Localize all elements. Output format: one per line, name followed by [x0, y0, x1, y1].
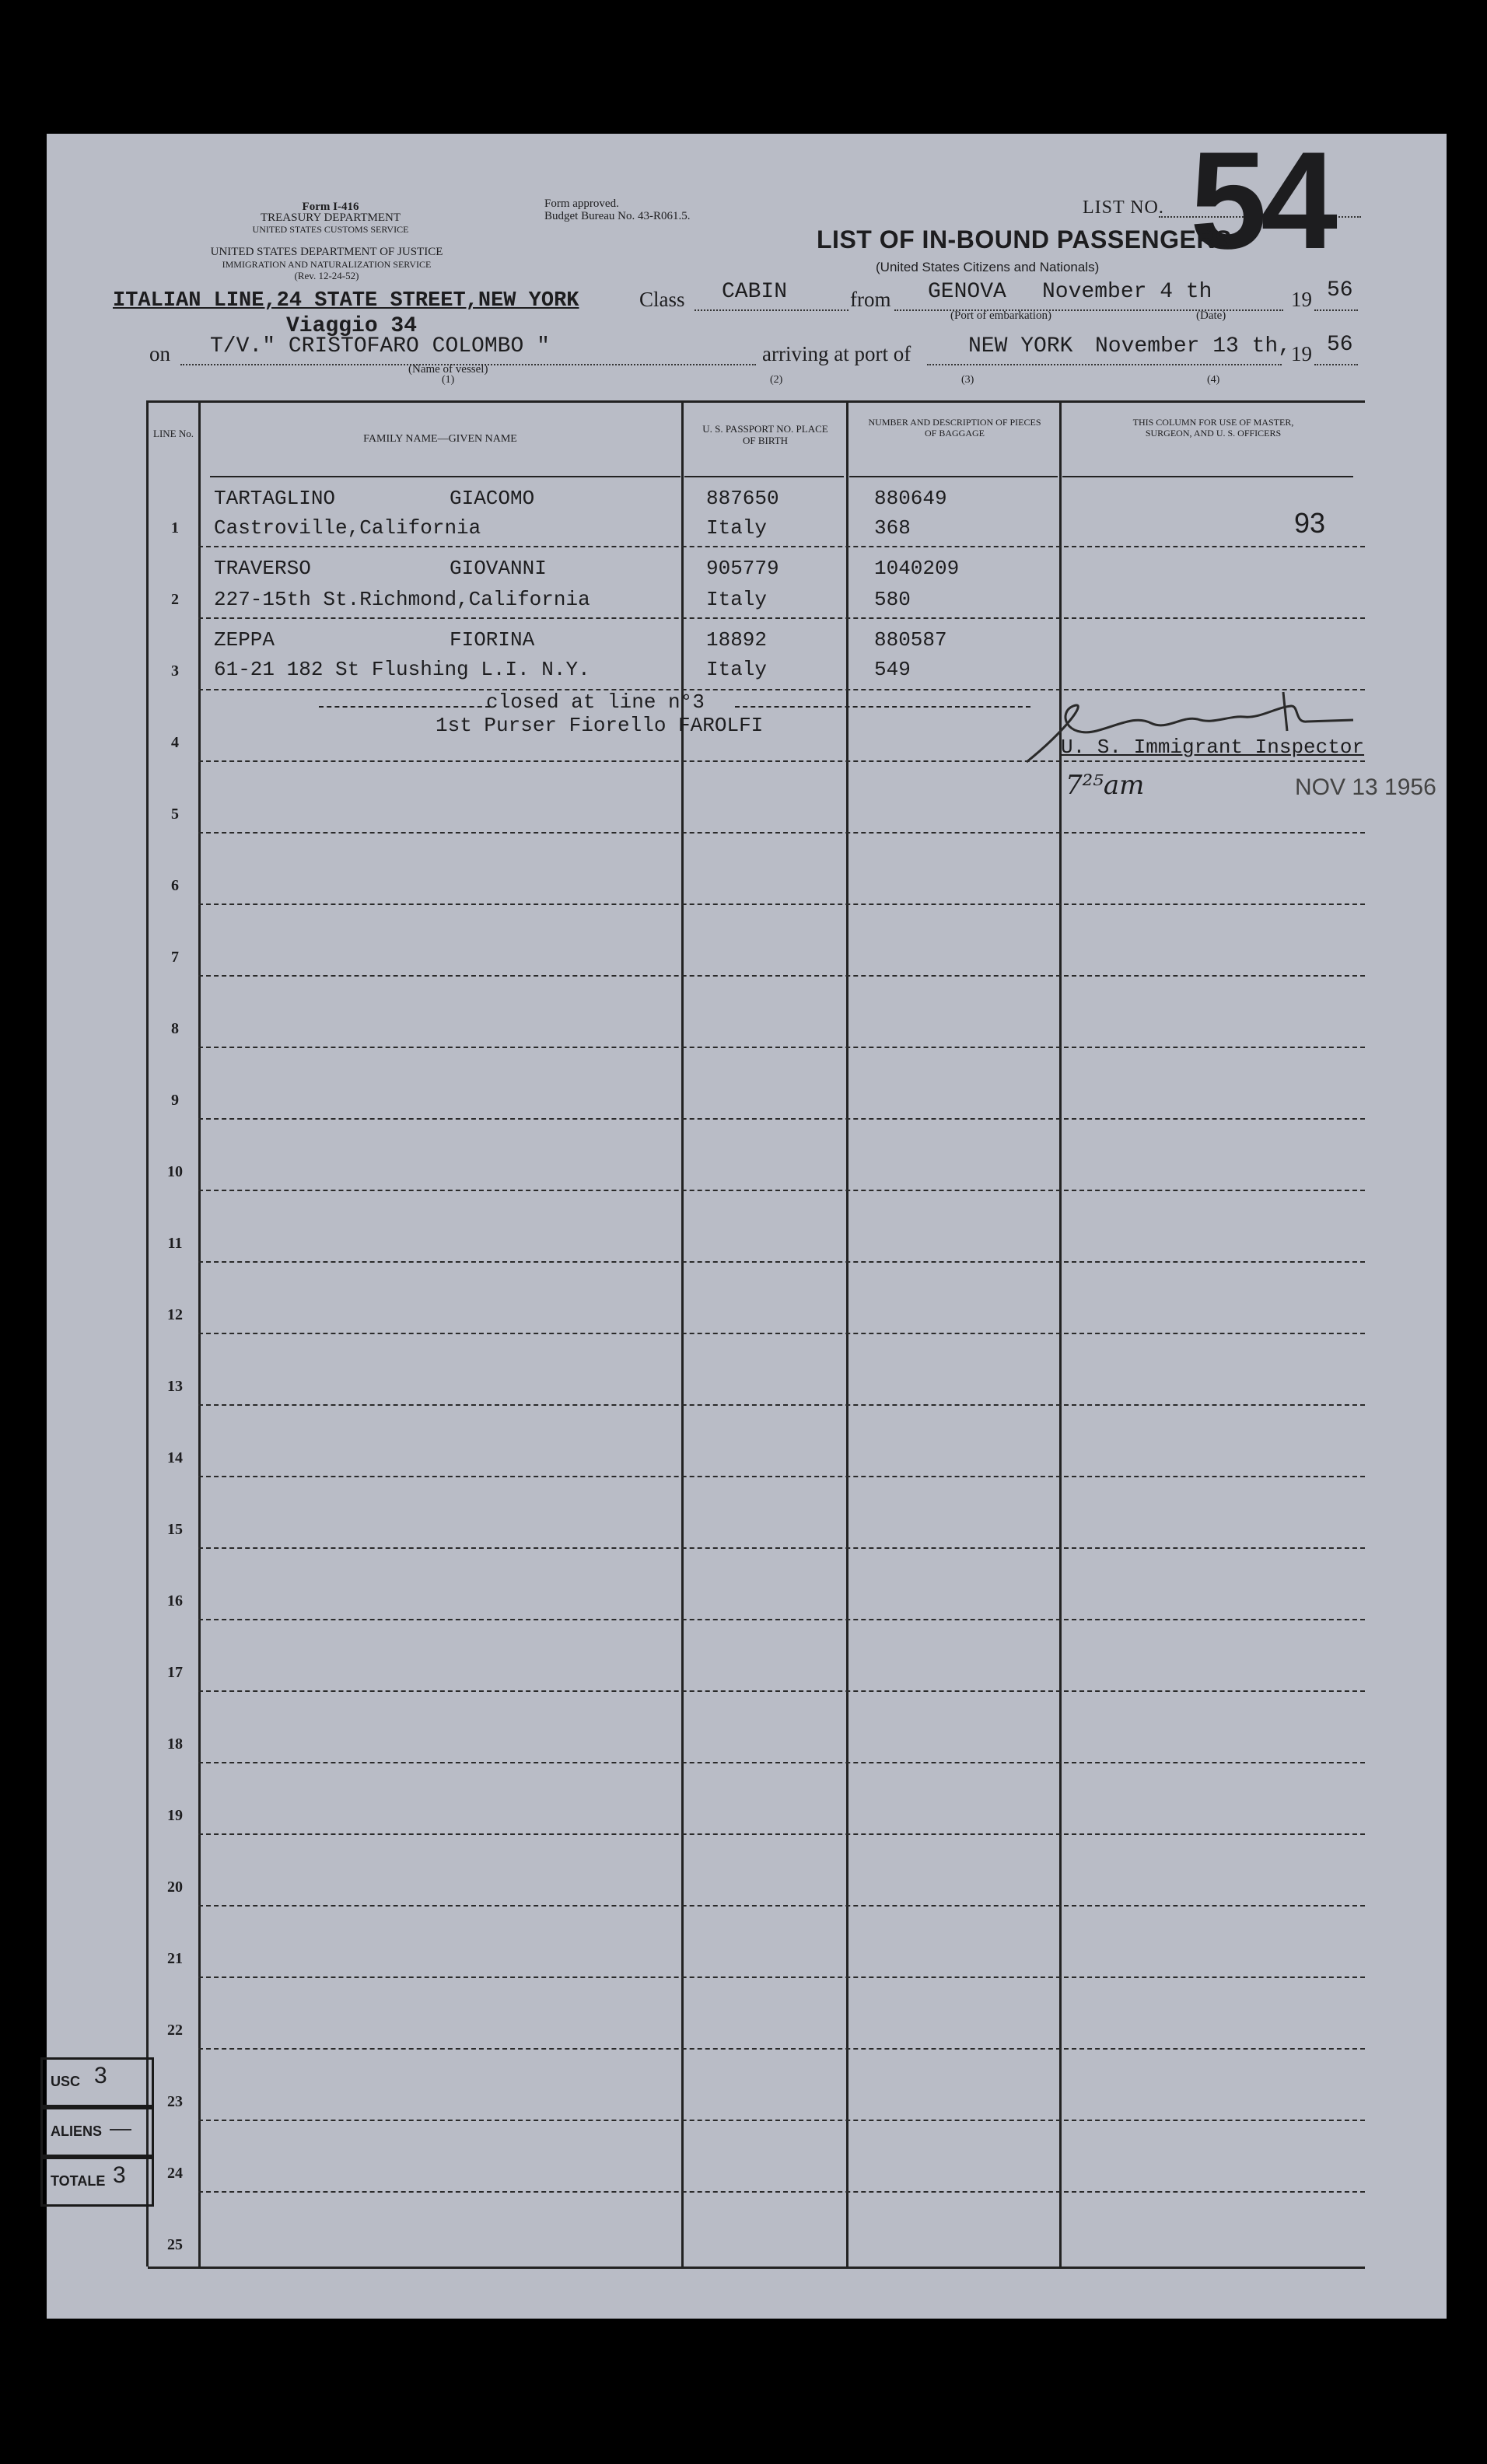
revision: (Rev. 12-24-52): [294, 270, 359, 281]
place-of-birth: Italy: [706, 516, 768, 540]
row-separator: [198, 1333, 1365, 1334]
list-number: 54: [1190, 123, 1331, 278]
list-label: LIST NO.: [1083, 197, 1164, 218]
place-of-birth: Italy: [706, 588, 768, 611]
col-header-name: FAMILY NAME—GIVEN NAME: [363, 433, 517, 445]
line-number: 21: [167, 1950, 183, 1967]
family-name: ZEPPA: [214, 628, 275, 652]
embark-caption: (Port of embarkation): [950, 309, 1051, 322]
on-label: on: [149, 342, 170, 365]
form-number: Form I-416: [302, 201, 359, 213]
col-header-passport: U. S. PASSPORT NO. PLACE OF BIRTH: [702, 423, 828, 446]
line-number: 17: [167, 1664, 183, 1681]
voyage: Viaggio 34: [286, 314, 418, 338]
line-number: 20: [167, 1879, 183, 1896]
baggage-number: 1040209: [874, 557, 960, 580]
line-number: 5: [171, 806, 179, 823]
arrival-port: NEW YORK: [968, 334, 1073, 358]
row-separator: [198, 617, 1365, 619]
row-separator: [198, 1118, 1365, 1120]
vessel-name: T/V." CRISTOFARO COLOMBO ": [210, 334, 550, 358]
col-caption-4: (4): [1207, 374, 1220, 386]
row-separator: [198, 546, 1365, 547]
line-number: 6: [171, 877, 179, 894]
arrival-date: November 13 th,: [1095, 334, 1292, 358]
purser-signature: 1st Purser Fiorello FAROLFI: [436, 714, 764, 737]
baggage-pieces: 580: [874, 588, 911, 611]
col-header-line: LINE No.: [153, 428, 194, 439]
tally-total: [40, 2157, 154, 2207]
col-caption-1: (1): [442, 374, 455, 386]
row-separator: [198, 1476, 1365, 1477]
given-name: FIORINA: [450, 628, 535, 652]
row-separator: [198, 1047, 1365, 1048]
line-number: 10: [167, 1163, 183, 1180]
line-number: 8: [171, 1020, 179, 1037]
line-number: 4: [171, 734, 179, 751]
line-number: 7: [171, 949, 179, 966]
place-of-birth: Italy: [706, 658, 768, 681]
line-number: 24: [167, 2165, 183, 2182]
tally-usc-label: USC: [51, 2074, 81, 2089]
row-separator: [198, 2191, 1365, 2193]
address: Castroville,California: [214, 516, 481, 540]
tally-usc: [40, 2057, 154, 2107]
line-number: 15: [167, 1521, 183, 1538]
col-header-officers: THIS COLUMN FOR USE OF MASTER, SURGEON, AND U. S. OFFICERS: [1132, 417, 1294, 439]
class-label: Class: [639, 288, 685, 311]
budget-bureau: Budget Bureau No. 43-R061.5.: [544, 210, 691, 222]
date-caption: (Date): [1196, 309, 1226, 322]
row-separator: [198, 1833, 1365, 1835]
embarkation-year: 56: [1327, 278, 1353, 302]
line-number: 3: [171, 662, 179, 680]
from-label: from: [850, 288, 891, 311]
treasury-dept: TREASURY DEPARTMENT: [260, 211, 401, 224]
form-approved: Form approved.: [544, 197, 619, 210]
address: 227-15th St.Richmond,California: [214, 588, 590, 611]
row-separator: [198, 1404, 1365, 1406]
immigration-service: IMMIGRATION AND NATURALIZATION SERVICE: [222, 259, 432, 270]
time-note: 7²⁵am: [1065, 770, 1145, 801]
line-number: 2: [171, 591, 179, 608]
shipping-company: ITALIAN LINE,24 STATE STREET,NEW YORK: [113, 289, 579, 313]
row-separator: [198, 1905, 1365, 1907]
customs-service: UNITED STATES CUSTOMS SERVICE: [252, 224, 409, 235]
form-sheet: [47, 134, 1447, 2319]
line-number: 14: [167, 1449, 183, 1466]
baggage-pieces: 368: [874, 516, 911, 540]
embarkation-port: GENOVA: [928, 280, 1006, 304]
row-separator: [198, 832, 1365, 834]
address: 61-21 182 St Flushing L.I. N.Y.: [214, 658, 590, 681]
form-subtitle: (United States Citizens and Nationals): [876, 260, 1100, 274]
line-number: 22: [167, 2022, 183, 2039]
justice-dept: UNITED STATES DEPARTMENT OF JUSTICE: [210, 246, 443, 258]
embarkation-date: November 4 th: [1042, 280, 1212, 304]
officer-count: 93: [1294, 507, 1326, 539]
line-number: 16: [167, 1592, 183, 1609]
family-name: TARTAGLINO: [214, 487, 336, 510]
row-separator: [198, 2048, 1365, 2050]
line-number: 19: [167, 1807, 183, 1824]
tally-aliens-value: —: [110, 2116, 131, 2140]
row-separator: [198, 1547, 1365, 1549]
tally-total-value: 3: [113, 2162, 126, 2188]
date-stamp: NOV 13 1956: [1295, 774, 1436, 800]
row-separator: [198, 1976, 1365, 1978]
baggage-pieces: 549: [874, 658, 911, 681]
passport-number: 18892: [706, 628, 768, 652]
given-name: GIOVANNI: [450, 557, 547, 580]
row-separator: [198, 1190, 1365, 1191]
row-separator: [198, 1619, 1365, 1620]
row-separator: [198, 903, 1365, 905]
year-prefix: 19: [1291, 288, 1312, 311]
tally-aliens-label: ALIENS: [51, 2123, 103, 2139]
row-separator: [198, 1690, 1365, 1692]
vessel-caption: (Name of vessel): [408, 363, 488, 376]
inspector-title: U. S. Immigrant Inspector: [1061, 736, 1365, 759]
row-separator: [198, 1762, 1365, 1763]
line-number: 12: [167, 1306, 183, 1323]
row-separator: [198, 975, 1365, 977]
line-number: 23: [167, 2093, 183, 2110]
arrival-year: 56: [1327, 333, 1353, 357]
line-number: 13: [167, 1378, 183, 1395]
arriving-label: arriving at port of: [762, 342, 911, 365]
row-separator: [198, 2120, 1365, 2121]
tally-total-label: TOTALE: [51, 2173, 106, 2189]
form-title: LIST OF IN-BOUND PASSENGERS: [817, 225, 1232, 253]
col-header-baggage: NUMBER AND DESCRIPTION OF PIECES OF BAGGAGE: [868, 417, 1041, 439]
line-number: 18: [167, 1735, 183, 1753]
line-number: 1: [171, 519, 179, 536]
closed-dash-left: [319, 706, 490, 708]
arrival-year-prefix: 19: [1291, 342, 1312, 365]
baggage-number: 880649: [874, 487, 947, 510]
line-number: 11: [167, 1235, 183, 1252]
col-caption-2: (2): [770, 374, 783, 386]
passport-number: 887650: [706, 487, 779, 510]
class-value: CABIN: [722, 280, 788, 304]
closed-at-line: closed at line n°3: [486, 690, 705, 714]
tally-aliens: [40, 2107, 154, 2157]
line-number: 9: [171, 1092, 179, 1109]
line-number: 25: [167, 2236, 183, 2253]
passport-number: 905779: [706, 557, 779, 580]
baggage-number: 880587: [874, 628, 947, 652]
col-caption-3: (3): [961, 374, 974, 386]
family-name: TRAVERSO: [214, 557, 311, 580]
row-separator: [198, 1261, 1365, 1263]
closed-dash-right: [735, 706, 1030, 708]
tally-usc-value: 3: [94, 2063, 107, 2088]
given-name: GIACOMO: [450, 487, 535, 510]
